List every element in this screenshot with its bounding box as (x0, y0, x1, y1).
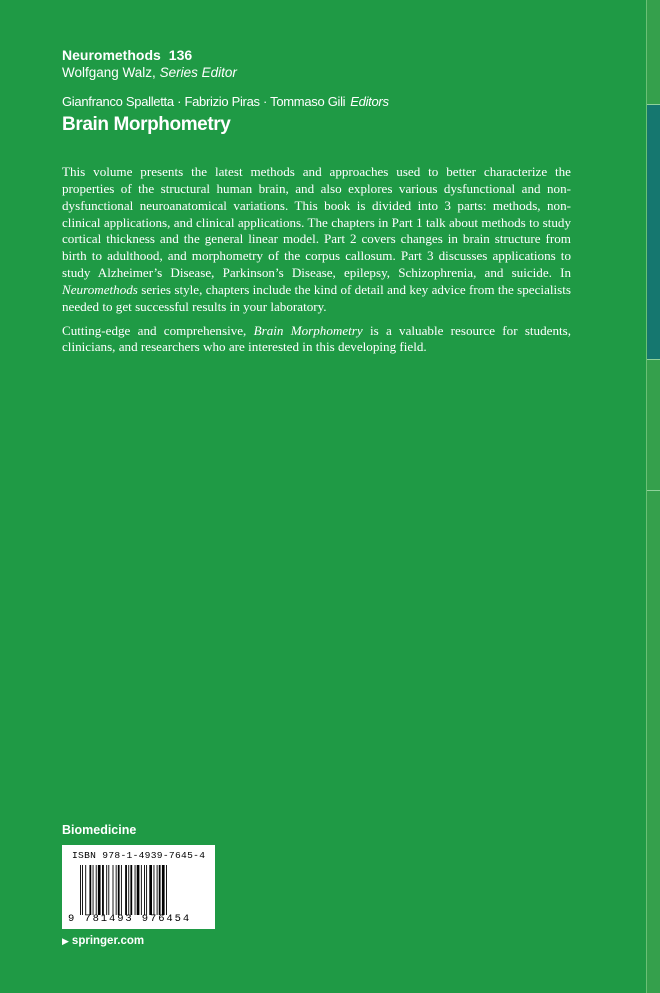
barcode-bar (137, 865, 140, 915)
series-editor-role: Series Editor (159, 65, 237, 80)
barcode-bar (82, 865, 83, 915)
barcode-bar (118, 865, 120, 915)
series-editor-name: Wolfgang Walz, (62, 65, 156, 80)
volume-editors (62, 94, 389, 109)
spine-tick (647, 490, 660, 491)
series-editor (62, 64, 237, 82)
barcode-bar (144, 865, 145, 915)
arrow-right-icon: ▶ (62, 936, 69, 946)
barcode-bar (80, 865, 81, 915)
series-name: Neuromethods (62, 47, 161, 63)
isbn-label: ISBN 978-1-4939-7645-4 (72, 850, 206, 861)
isbn-barcode (62, 845, 215, 929)
barcode-bar (98, 865, 101, 915)
barcode-digits: 9 781493 976454 (68, 913, 192, 925)
book-title: Brain Morphometry (62, 114, 231, 135)
description-italic: Brain Morphometry (253, 322, 363, 338)
book-description (62, 164, 571, 363)
barcode-bar (89, 865, 91, 915)
spine-tick (647, 359, 660, 360)
barcode-bar (93, 865, 94, 915)
barcode-bar (106, 865, 107, 915)
editor-names: Gianfranco Spalletta · Fabrizio Piras · Tommaso Gili (62, 94, 346, 109)
barcode-bar (162, 865, 165, 915)
subject-category: Biomedicine (62, 823, 137, 837)
description-text: is a valuable resource for students, clinicians, and researchers who are interested in this developing field. (62, 322, 572, 355)
description-paragraph (62, 164, 571, 316)
spine-accent (647, 105, 660, 359)
barcode-bar (157, 865, 158, 915)
barcode-bar (102, 865, 104, 915)
description-text: series style, chapters include the kind of detail and key advice from the specialists needed to get successful results in your laboratory. (62, 281, 571, 314)
barcode-bar (149, 865, 152, 915)
barcode-bar (121, 865, 122, 915)
barcode-bar (125, 865, 127, 915)
website-link[interactable] (62, 935, 144, 947)
barcode-bar (108, 865, 109, 915)
barcode-bar (113, 865, 114, 915)
barcode-bar (141, 865, 142, 915)
barcode-bar (128, 865, 129, 915)
barcode-bar (135, 865, 136, 915)
barcode-bar (85, 865, 86, 915)
barcode-icon (80, 865, 206, 915)
barcode-bar (96, 865, 97, 915)
description-text: This volume presents the latest methods and approaches used to better characterize the properties of the structural human brain, and also explores various dysfunctional and non-dysfunctional neuroanatomical variations. This book is divided into 3 parts: methods, non-clinical applications, and clinical applications. The chapters in Part 1 talk about methods to study cortical thickness and the general linear model. Part 2 covers changes in brain structure from birth to adulthood, and morphometry of the corpus callosum. Part 3 discusses applications to study Alzheimer’s Disease, Parkinson’s Disease, epilepsy, Schizophrenia, and suicide. In (62, 164, 571, 281)
series-number: 136 (168, 47, 193, 63)
description-text: Cutting-edge and comprehensive, (62, 322, 254, 338)
description-paragraph (62, 323, 571, 357)
barcode-bar (159, 865, 161, 915)
barcode-bar (116, 865, 117, 915)
barcode-bar (130, 865, 132, 915)
website-text: springer.com (71, 935, 145, 947)
barcode-bar (146, 865, 147, 915)
barcode-bar (166, 865, 167, 915)
barcode-bar (154, 865, 155, 915)
description-italic: Neuromethods (62, 281, 138, 297)
series-header (62, 46, 237, 82)
editor-role: Editors (350, 94, 389, 109)
series-line (62, 46, 237, 64)
